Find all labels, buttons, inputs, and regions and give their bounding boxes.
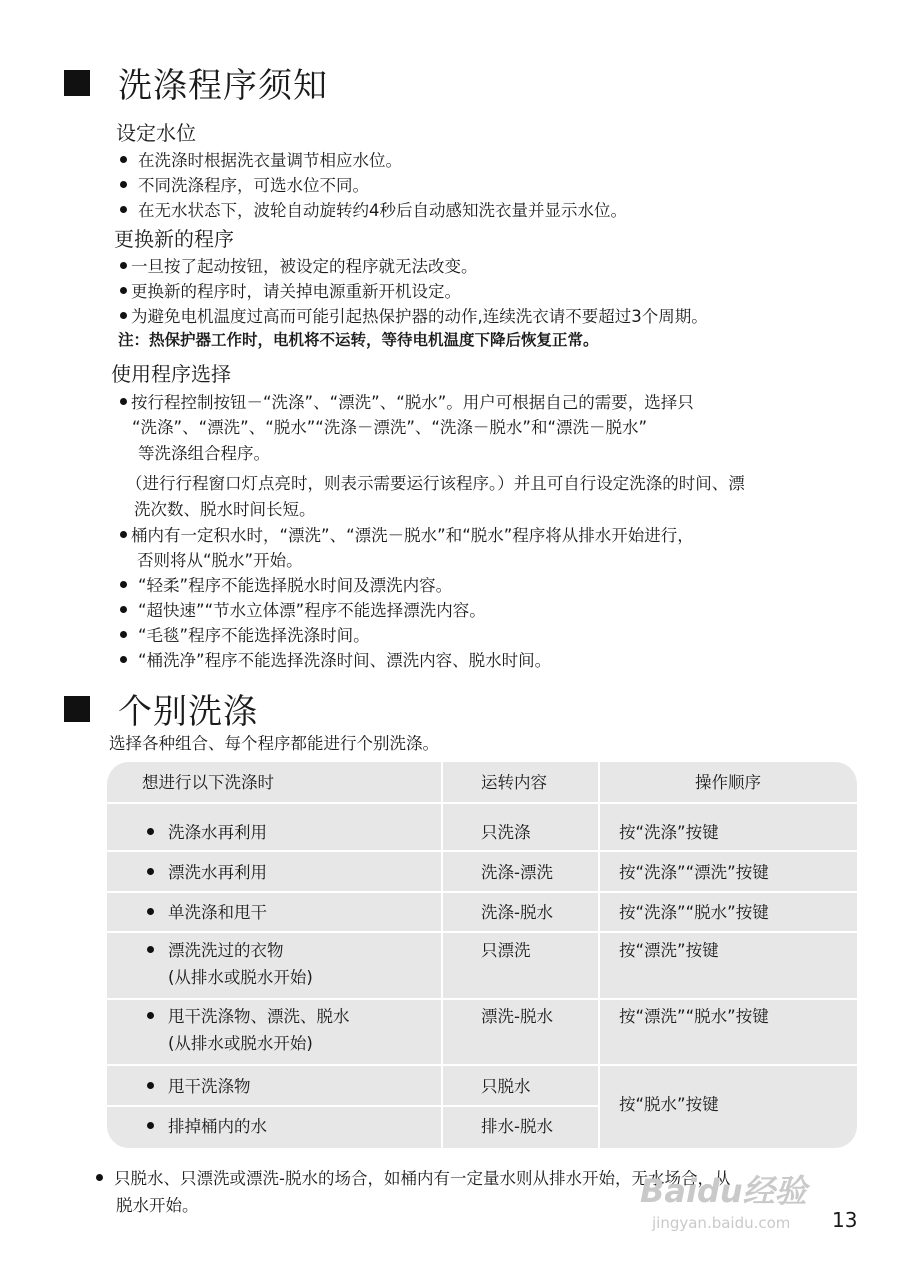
table-cell: 按“洗涤”“脱水”按键 xyxy=(619,903,769,922)
table-cell: (从排水或脱水开始) xyxy=(168,1034,313,1053)
table-header: 想进行以下洗涤时 xyxy=(142,773,274,792)
bullet-icon xyxy=(120,206,127,213)
row-divider xyxy=(107,998,857,1000)
subheading-water-level: 设定水位 xyxy=(116,121,196,145)
bullet-icon xyxy=(120,262,127,269)
bullet-icon xyxy=(120,287,127,294)
section-title-text: 洗涤程序须知 xyxy=(118,66,328,106)
bullet-icon xyxy=(147,828,154,835)
table-cell: 甩干洗涤物 xyxy=(147,1074,251,1100)
list-item-continuation: “洗涤”、“漂洗”、“脱水”“洗涤－漂洗”、“洗涤－脱水”和“漂洗－脱水” xyxy=(132,418,648,437)
row-divider xyxy=(107,1105,598,1107)
baidu-watermark-logo: Baidu经验 xyxy=(640,1172,807,1210)
subheading-program-select: 使用程序选择 xyxy=(111,362,231,386)
page-number: 13 xyxy=(832,1208,858,1232)
wash-combination-table xyxy=(107,762,857,1148)
table-cell: 按“漂洗”“脱水”按键 xyxy=(619,1007,769,1026)
bullet-icon xyxy=(120,606,127,613)
bullet-icon xyxy=(147,908,154,915)
paragraph: （进行行程窗口灯点亮时，则表示需要运行该程序。）并且可自行设定洗涤的时间、漂 xyxy=(126,474,745,493)
bullet-icon xyxy=(120,312,127,319)
bullet-icon xyxy=(147,1082,154,1089)
bullet-icon xyxy=(120,398,127,405)
row-divider xyxy=(107,891,857,893)
list-item: 在无水状态下，波轮自动旋转约4秒后自动感知洗衣量并显示水位。 xyxy=(120,197,627,221)
table-cell: 洗涤水再利用 xyxy=(147,820,267,846)
baidu-watermark-url: jingyan.baidu.com xyxy=(652,1214,791,1232)
bullet-icon xyxy=(147,946,154,953)
table-cell: 漂洗-脱水 xyxy=(481,1007,553,1026)
table-cell: (从排水或脱水开始) xyxy=(168,968,313,987)
bullet-icon xyxy=(147,1012,154,1019)
section-title-text: 个别洗涤 xyxy=(118,692,258,732)
paragraph-continuation: 洗次数、脱水时间长短。 xyxy=(134,500,316,519)
section-title-wash-notes xyxy=(64,58,328,107)
column-divider xyxy=(598,762,600,1148)
bullet-icon xyxy=(147,1122,154,1129)
bullet-icon xyxy=(120,581,127,588)
list-item: “轻柔”程序不能选择脱水时间及漂洗内容。 xyxy=(120,572,452,596)
table-cell: 洗涤-漂洗 xyxy=(481,863,553,882)
list-item: 不同洗涤程序，可选水位不同。 xyxy=(120,172,369,196)
list-item: “桶洗净”程序不能选择洗涤时间、漂洗内容、脱水时间。 xyxy=(120,647,551,671)
column-divider xyxy=(441,762,443,1148)
section-intro: 选择各种组合、每个程序都能进行个别洗涤。 xyxy=(109,734,439,753)
list-item: 桶内有一定积水时，“漂洗”、“漂洗－脱水”和“脱水”程序将从排水开始进行， xyxy=(120,522,694,546)
table-cell: 按“漂洗”按键 xyxy=(619,941,719,960)
bullet-icon xyxy=(120,531,127,538)
table-header: 操作顺序 xyxy=(695,773,761,792)
table-cell: 按“洗涤”“漂洗”按键 xyxy=(619,863,769,882)
bullet-icon xyxy=(120,656,127,663)
list-item-continuation: 等洗涤组合程序。 xyxy=(138,444,270,463)
list-item: “超快速”“节水立体漂”程序不能选择漂洗内容。 xyxy=(120,597,486,621)
list-item: 更换新的程序时，请关掉电源重新开机设定。 xyxy=(120,278,461,302)
subheading-change-program: 更换新的程序 xyxy=(114,227,234,251)
list-item: 为避免电机温度过高而可能引起热保护器的动作,连续洗衣请不要超过3个周期。 xyxy=(120,303,708,327)
table-cell: 只洗涤 xyxy=(481,823,531,842)
table-header: 运转内容 xyxy=(481,773,547,792)
bullet-icon xyxy=(120,631,127,638)
row-divider xyxy=(107,802,857,804)
note-thermal-protector: 注：热保护器工作时，电机将不运转，等待电机温度下降后恢复正常。 xyxy=(118,331,599,349)
row-divider xyxy=(107,1064,857,1066)
table-cell: 排水-脱水 xyxy=(481,1117,553,1136)
table-cell-merged: 按“脱水”按键 xyxy=(619,1095,719,1114)
table-cell: 只脱水 xyxy=(481,1077,531,1096)
bullet-icon xyxy=(120,181,127,188)
bullet-icon xyxy=(96,1174,103,1181)
table-cell: 洗涤-脱水 xyxy=(481,903,553,922)
square-bullet-icon xyxy=(64,696,90,722)
footnote-continuation: 脱水开始。 xyxy=(116,1196,199,1215)
section-title-individual-wash xyxy=(64,684,258,733)
table-cell: 漂洗洗过的衣物 xyxy=(147,938,284,964)
table-cell: 甩干洗涤物、漂洗、脱水 xyxy=(147,1004,350,1030)
bullet-icon xyxy=(147,868,154,875)
row-divider xyxy=(107,850,857,852)
table-cell: 只漂洗 xyxy=(481,941,531,960)
footnote: 只脱水、只漂洗或漂洗-脱水的场合，如桶内有一定量水则从排水开始，无水场合，从 xyxy=(96,1165,730,1189)
table-cell: 排掉桶内的水 xyxy=(147,1114,267,1140)
list-item: “毛毯”程序不能选择洗涤时间。 xyxy=(120,622,370,646)
list-item: 在洗涤时根据洗衣量调节相应水位。 xyxy=(120,147,402,171)
list-item-continuation: 否则将从“脱水”开始。 xyxy=(137,551,303,570)
bullet-icon xyxy=(120,156,127,163)
table-cell: 按“洗涤”按键 xyxy=(619,823,719,842)
list-item: 按行程控制按钮－“洗涤”、“漂洗”、“脱水”。用户可根据自己的需要，选择只 xyxy=(120,389,694,413)
list-item: 一旦按了起动按钮，被设定的程序就无法改变。 xyxy=(120,253,478,277)
table-cell: 漂洗水再利用 xyxy=(147,860,267,886)
row-divider xyxy=(107,931,857,933)
square-bullet-icon xyxy=(64,70,90,96)
table-cell: 单洗涤和甩干 xyxy=(147,900,267,926)
